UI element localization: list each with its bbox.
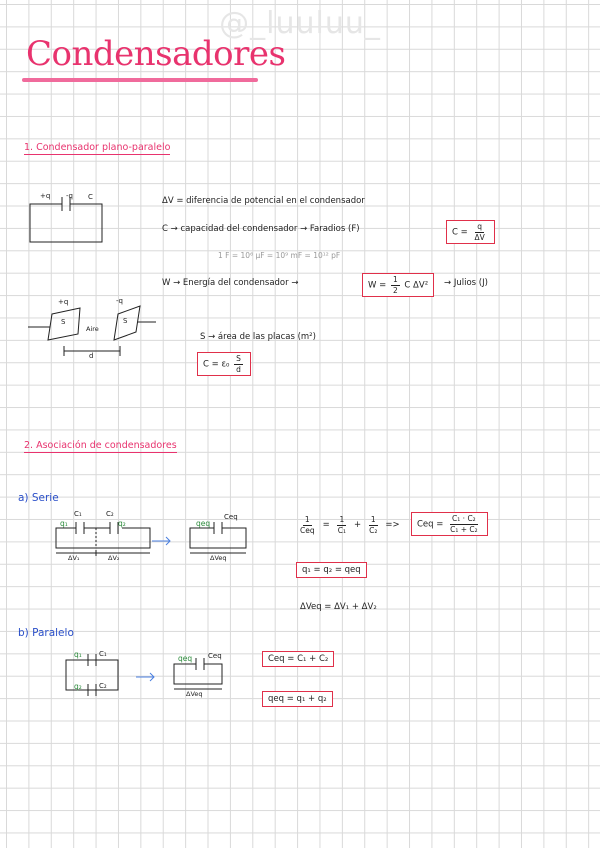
parallel-c1-label: C₁ — [99, 650, 107, 658]
page-title: Condensadores — [26, 34, 286, 74]
series-voltage-sum: ΔVeq = ΔV₁ + ΔV₂ — [300, 602, 377, 612]
fraction-denominator: Ceq — [300, 525, 315, 535]
energy-units: → Julios (J) — [444, 278, 488, 288]
medium-label: Aire — [86, 325, 99, 333]
fraction-denominator: C₂ — [369, 525, 378, 535]
formula-series-ceq-box — [411, 512, 488, 536]
plate-charge-plus-label: +q — [58, 298, 69, 306]
series-dv1-label: ΔV₁ — [68, 554, 80, 562]
fraction-numerator: 1 — [304, 515, 310, 524]
arrow-icon — [136, 537, 170, 681]
fraction-denominator: 2 — [392, 285, 398, 295]
series-dv2-label: ΔV₂ — [108, 554, 120, 562]
unit-conversion: 1 F = 10⁶ µF = 10⁹ mF = 10¹² pF — [218, 251, 341, 260]
equals-sign: = — [322, 520, 330, 530]
eq-lhs-fraction — [298, 516, 317, 534]
plate-area-label-left: S — [61, 318, 66, 326]
distance-label: d — [89, 352, 94, 360]
formula-parallel-ceq-box: Ceq = C₁ + C₂ — [262, 651, 334, 667]
watermark: @_luuluu_ — [219, 6, 381, 41]
subsection-serie: a) Serie — [18, 492, 59, 504]
definition-capacitance: C → capacidad del condensador → Faradios (F) — [162, 224, 360, 234]
fraction-denominator: C₁ — [337, 525, 346, 535]
definition-energy: W → Energía del condensador → — [162, 278, 299, 288]
fraction-denominator: C₁ + C₂ — [450, 524, 478, 534]
formula-lhs: C = — [452, 227, 468, 238]
series-c2-label: C₂ — [106, 510, 114, 518]
formula-lhs: W = — [368, 280, 387, 291]
formula-fraction — [234, 355, 243, 373]
definition-area: S → área de las placas (m²) — [200, 332, 316, 342]
fraction-denominator: ΔV — [474, 232, 485, 242]
parallel-q1-label: q₁ — [74, 650, 82, 659]
fraction-numerator: 1 — [392, 275, 398, 284]
formula-lhs: Ceq = — [417, 519, 444, 530]
formula-plate-capacitance-box — [197, 352, 251, 376]
fraction-denominator: d — [236, 364, 241, 374]
formula-fraction — [448, 515, 480, 533]
formula-capacitance-box — [446, 220, 495, 244]
formula-series-charge-box: q₁ = q₂ = qeq — [296, 562, 367, 578]
charge-plus-label: +q — [40, 192, 51, 200]
charge-minus-label: -q — [66, 192, 73, 200]
eq-term2-fraction — [367, 516, 379, 534]
parallel-dveq-label: ΔVeq — [186, 690, 203, 698]
parallel-ceq-label: Ceq — [208, 652, 222, 660]
capacitor-circuit-diagram — [30, 197, 102, 242]
series-q2-label: q₂ — [118, 519, 126, 528]
parallel-qeq-label: qeq — [178, 654, 193, 663]
fraction-numerator: q — [477, 222, 482, 231]
formula-fraction — [391, 276, 400, 294]
fraction-numerator: 1 — [339, 515, 345, 524]
implies-arrow: => — [385, 520, 400, 530]
capacitance-label: C — [88, 193, 93, 201]
plate-charge-minus-label: -q — [116, 297, 123, 305]
definition-potential-difference: ΔV = diferencia de potencial en el condensador — [162, 196, 365, 206]
parallel-c2-label: C₂ — [99, 682, 107, 690]
plus-sign: + — [354, 520, 362, 530]
formula-lhs: C = ε₀ — [203, 359, 230, 370]
section-heading-asociacion: 2. Asociación de condensadores — [24, 440, 177, 451]
formula-rest: C ΔV² — [404, 280, 429, 291]
formula-parallel-charge-box: qeq = q₁ + q₂ — [262, 691, 333, 707]
series-qeq-label: qeq — [196, 519, 211, 528]
series-ceq-label: Ceq — [224, 513, 238, 521]
fraction-numerator: 1 — [370, 515, 376, 524]
formula-fraction — [472, 223, 486, 241]
series-dveq-label: ΔVeq — [210, 554, 227, 562]
formula-energy-box — [362, 273, 434, 297]
subsection-paralelo: b) Paralelo — [18, 627, 74, 639]
section-heading-plano-paralelo: 1. Condensador plano-paralelo — [24, 142, 171, 153]
fraction-numerator: S — [236, 354, 241, 363]
series-circuit-diagram — [56, 522, 150, 556]
series-c1-label: C₁ — [74, 510, 82, 518]
parallel-q2-label: q₂ — [74, 682, 82, 691]
series-capacitance-equation — [296, 516, 400, 534]
plate-area-label-right: S — [123, 317, 128, 325]
fraction-numerator: C₁ · C₂ — [452, 514, 476, 523]
series-q1-label: q₁ — [60, 519, 68, 528]
eq-term1-fraction — [336, 516, 348, 534]
